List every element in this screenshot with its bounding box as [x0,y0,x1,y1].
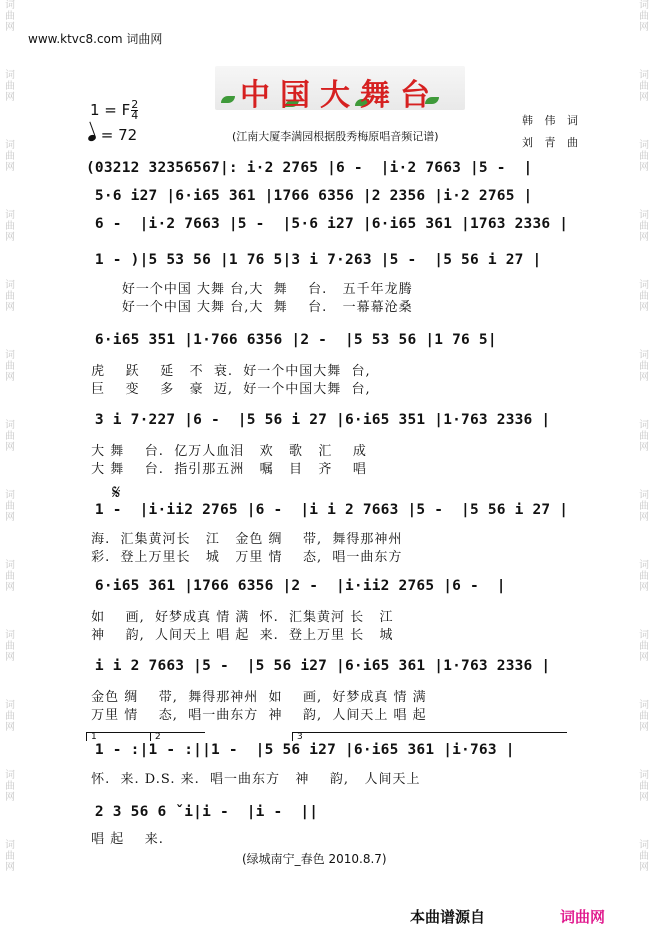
score-line-6: 3 i 7·227 |6 - |5 56 i 27 |6·i65 351 |1·763 2336 | [86,412,551,428]
watermark-text: 词曲网 [639,70,649,103]
lyric-line-6a: 大 舞 台. 亿万人血泪 欢 歌 汇 成 [86,444,367,459]
watermark-text: 词曲网 [639,560,649,593]
score-line-5: 6·i65 351 |1·766 6356 |2 - |5 53 56 |1 76 5| [86,332,497,348]
site-header [28,30,162,47]
lyric-line-4b: 好一个中国 大舞 台,大 舞 台. 一幕幕沧桑 [86,300,413,315]
watermark-text: 词曲网 [639,700,649,733]
score-line-3: 6 - |i·2 7663 |5 - |5·6 i27 |6·i65 361 |1763 2336 | [86,216,569,232]
score-line-2: 5·6 i27 |6·i65 361 |1766 6356 |2 2356 |i·2 2765 | [86,188,533,204]
watermark-text: 词曲网 [639,630,649,663]
watermark-text: 词曲网 [5,420,15,453]
lyric-line-8a: 如 画, 好梦成真 情 满 怀. 汇集黄河 长 江 [86,610,394,625]
watermark-text: 词曲网 [639,350,649,383]
volta-2: 2 [150,732,205,741]
score-line-4: 1 - )|5 53 56 |1 76 5|3 i 7·263 |5 - |5 56 i 27 | [86,252,542,268]
watermark-text: 词曲网 [639,420,649,453]
footer-site-link[interactable]: 词曲网 [560,908,606,926]
watermark-text: 词曲网 [5,490,15,523]
watermark-text: 词曲网 [5,140,15,173]
score-line-7: 1 - |i·ii2 2765 |6 - |i i 2 7663 |5 - |5 56 i 27 | [86,502,569,518]
watermark-text: 词曲网 [5,0,15,33]
transcription-date: (绿城南宁_春色 2010.8.7) [242,852,387,866]
watermark-text: 词曲网 [639,280,649,313]
subtitle: (江南大厦李满园根据殷秀梅原唱音频记谱) [232,130,439,143]
watermark-text: 词曲网 [5,280,15,313]
lyric-line-7b: 彩. 登上万里长 城 万里 情 态, 唱一曲东方 [86,550,403,565]
score-line-9: i i 2 7663 |5 - |5 56 i27 |6·i65 361 |1·763 2336 | [86,658,551,674]
site-url[interactable]: www.ktvc8.com [28,32,123,46]
watermark-text: 词曲网 [639,770,649,803]
watermark-text: 词曲网 [5,630,15,663]
lyric-line-9a: 金色 绸 带, 舞得那神州 如 画, 好梦成真 情 满 [86,690,427,705]
time-top: 2 [131,98,139,111]
watermark-text: 词曲网 [639,140,649,173]
volta-1: 1 [86,732,151,741]
watermark-text: 词曲网 [5,70,15,103]
title-banner [215,66,465,113]
watermark-right [636,0,652,952]
watermark-text: 词曲网 [5,560,15,593]
watermark-left [2,0,18,952]
lyric-line-11a: 唱 起 来. [86,832,164,847]
key-signature: 1 = F $\frac{2}{4}$ [90,98,139,122]
lyricist: 韩 伟 词 [522,114,582,127]
time-bottom: 4 [131,109,139,122]
score-line-1: (03212 32356567|: i·2 2765 |6 - |i·2 7663 |5 - | [86,160,533,176]
watermark-text: 词曲网 [639,490,649,523]
lyric-line-10a: 怀. 来. D.S. 来. 唱一曲东方 神 韵, 人间天上 [86,772,421,787]
lyric-line-7a: 海. 汇集黄河长 江 金色 绸 带, 舞得那神州 [86,532,403,547]
watermark-text: 词曲网 [639,0,649,33]
lyric-line-9b: 万里 情 态, 唱一曲东方 神 韵, 人间天上 唱 起 [86,708,427,723]
watermark-text: 词曲网 [5,700,15,733]
quarter-note-icon [87,134,97,142]
song-title: 中国大舞台 [240,78,440,113]
watermark-text: 词曲网 [5,210,15,243]
site-name: 词曲网 [126,32,163,46]
watermark-text: 词曲网 [639,210,649,243]
lyric-line-8b: 神 韵, 人间天上 唱 起 来. 登上万里 长 城 [86,628,394,643]
lyric-line-4a: 好一个中国 大舞 台,大 舞 台. 五千年龙腾 [86,282,413,297]
watermark-text: 词曲网 [639,840,649,873]
score-line-10: 1 - :|1 - :||1 - |5 56 i27 |6·i65 361 |i·763 | [86,742,515,758]
tempo-marking: = 72 [88,126,137,144]
segno-sign: 𝄋 [112,480,121,504]
watermark-text: 词曲网 [5,770,15,803]
lyric-line-6b: 大 舞 台. 指引那五洲 嘱 目 齐 唱 [86,462,367,477]
lyric-line-5b: 巨 变 多 豪 迈, 好一个中国大舞 台, [86,382,371,397]
composer: 刘 青 曲 [522,136,582,149]
score-line-8: 6·i65 361 |1766 6356 |2 - |i·ii2 2765 |6 - | [86,578,506,594]
volta-3: 3 [292,732,567,741]
footer-source-label: 本曲谱源自 [410,908,486,926]
watermark-text: 词曲网 [5,350,15,383]
score-line-11: 2 3 56 6 ˇi|i - |i - || [86,804,319,820]
lyric-line-5a: 虎 跃 延 不 衰. 好一个中国大舞 台, [86,364,371,379]
watermark-text: 词曲网 [5,840,15,873]
